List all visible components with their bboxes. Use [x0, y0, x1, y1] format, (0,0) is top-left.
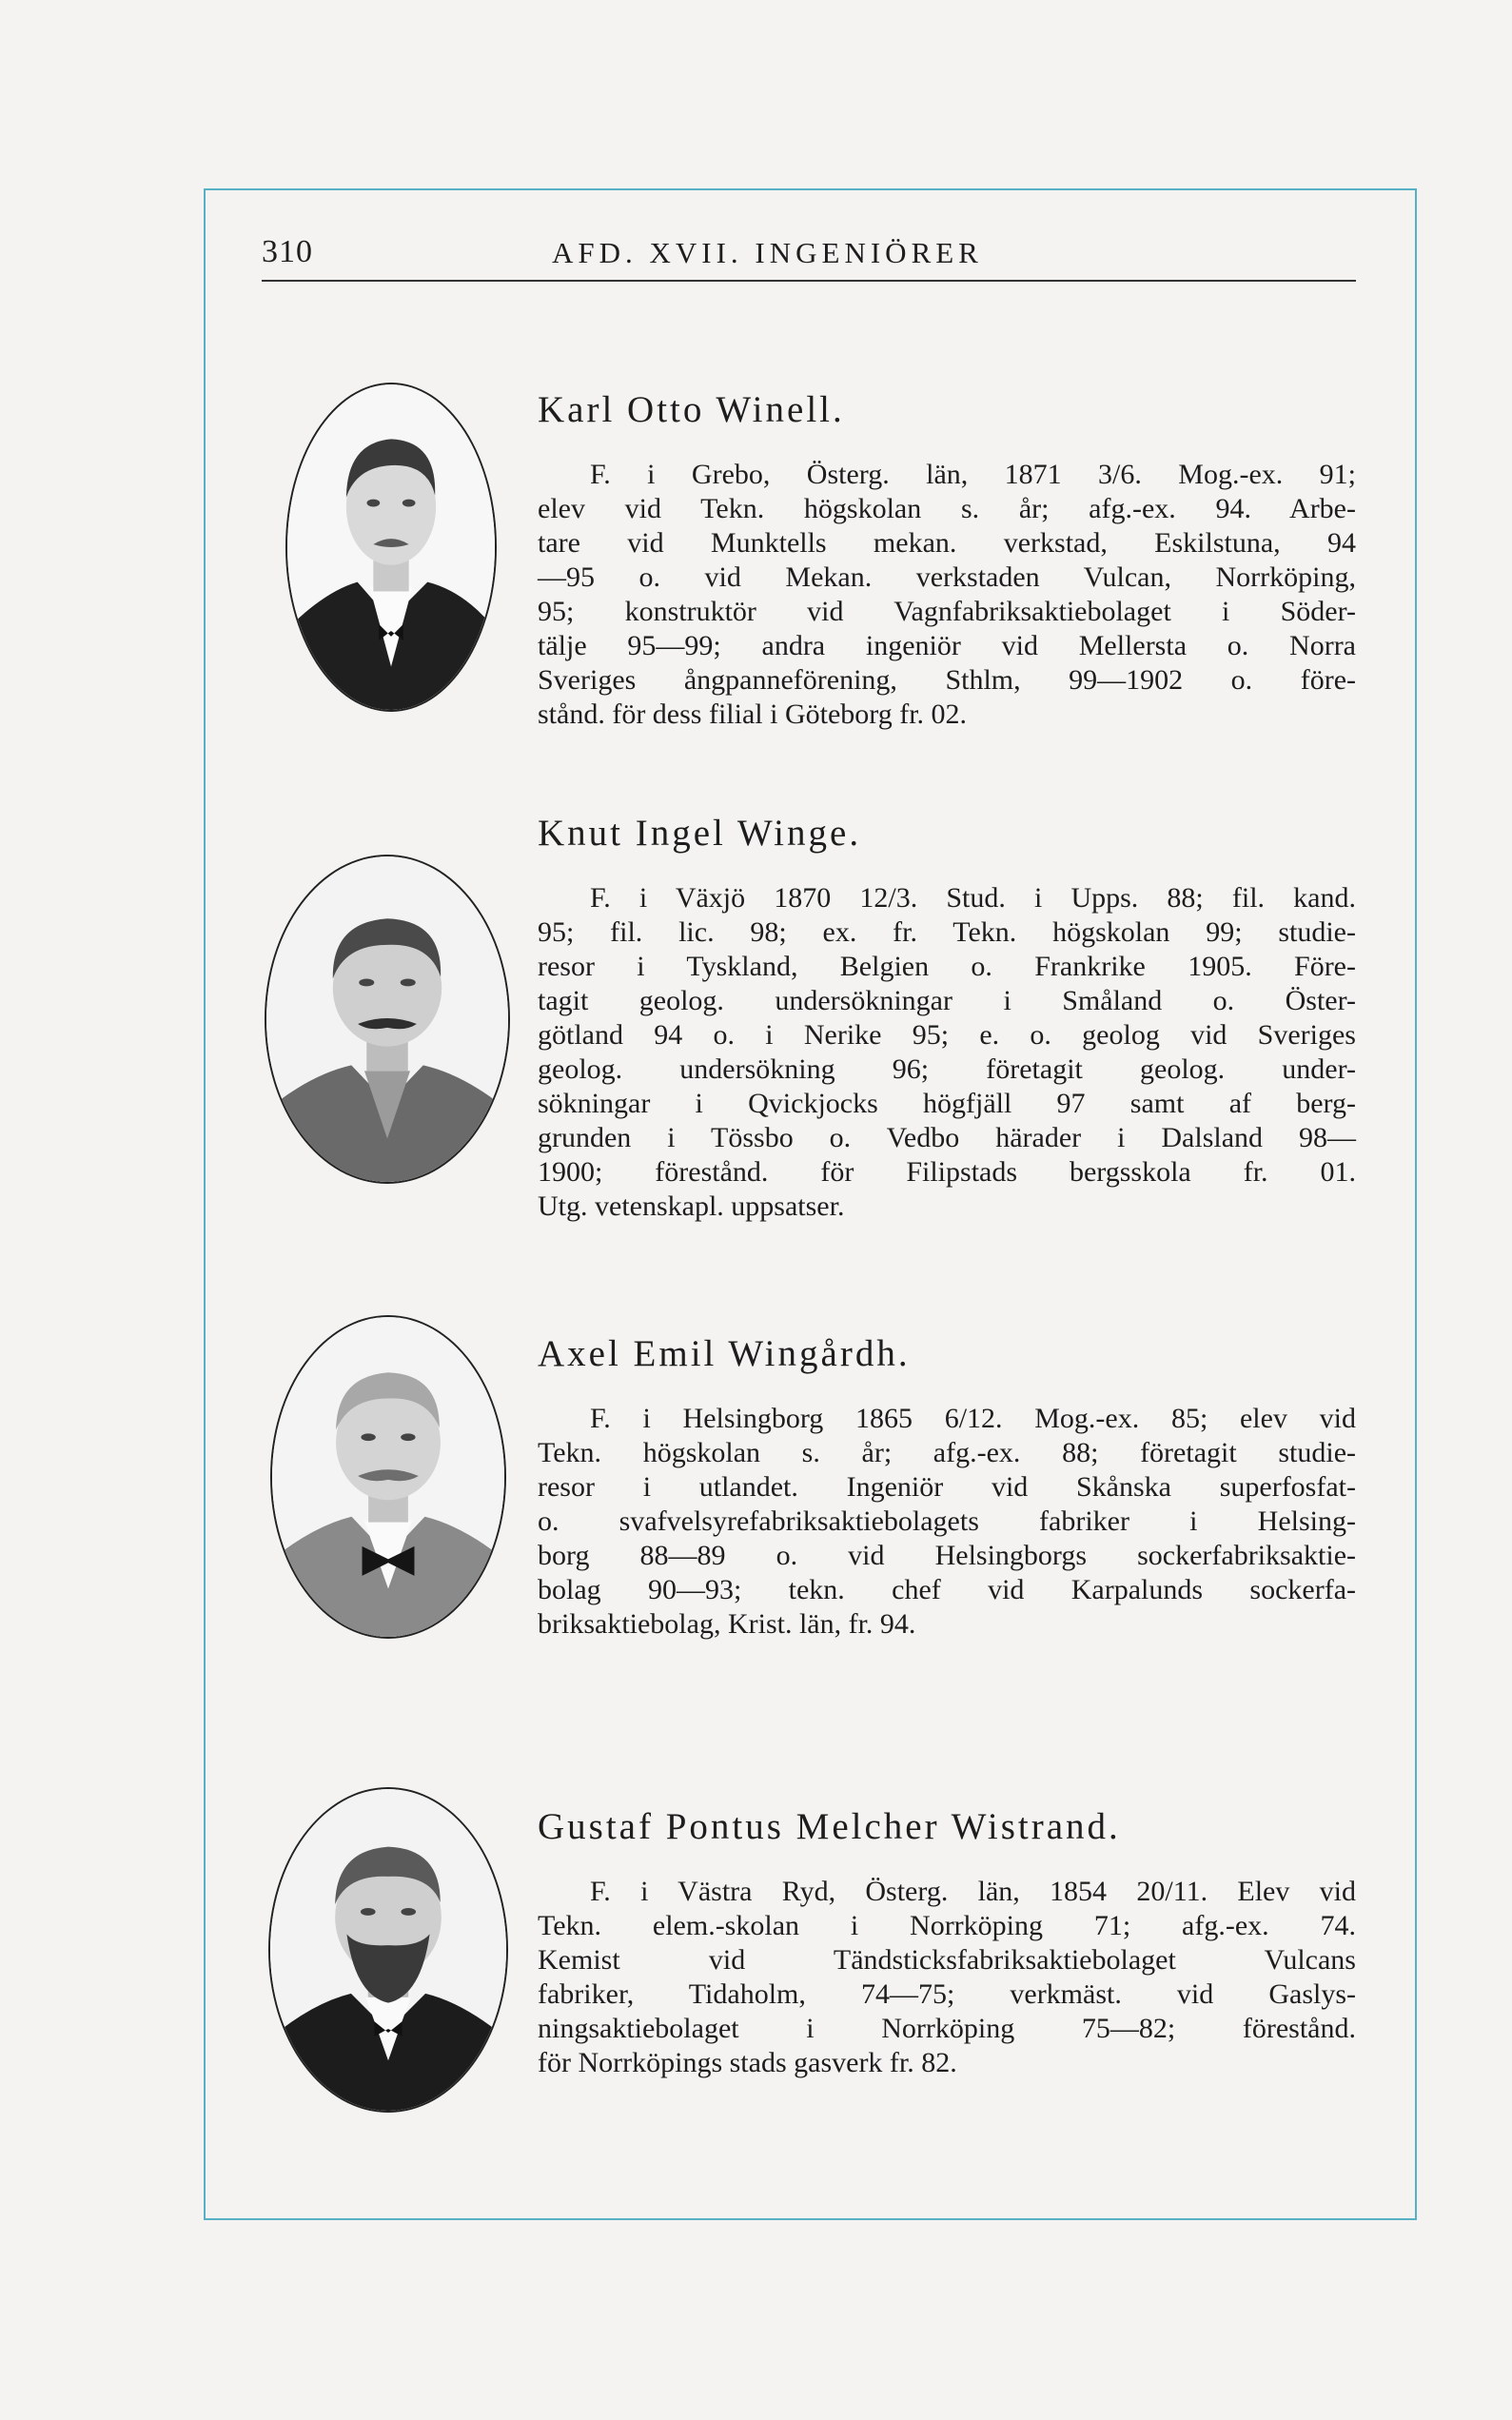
biography-line: tagit geolog. undersökningar i Småland o. Öster- — [538, 985, 1356, 1016]
biography-line: —95 o. vid Mekan. verkstaden Vulcan, Norrköping, — [538, 561, 1356, 593]
biography-line: Sveriges ångpanneförening, Sthlm, 99—1902 o. före- — [538, 664, 1356, 696]
portrait-photo — [268, 1787, 508, 2113]
biography-line: tälje 95—99; andra ingeniör vid Mellersta o. Norra — [538, 630, 1356, 661]
portrait-photo — [270, 1315, 506, 1639]
person-name: Gustaf Pontus Melcher Wistrand. — [538, 1806, 1121, 1847]
biography-line: Tekn. högskolan s. år; afg.-ex. 88; företagit studie- — [538, 1437, 1356, 1468]
biography-line: Tekn. elem.-skolan i Norrköping 71; afg.-ex. 74. — [538, 1910, 1356, 1941]
person-name: Knut Ingel Winge. — [538, 813, 862, 854]
biography-line: F. i Grebo, Österg. län, 1871 3/6. Mog.-ex. 91; — [590, 459, 1356, 490]
biography-line: grunden i Tössbo o. Vedbo härader i Dalsland 98— — [538, 1122, 1356, 1153]
person-name: Karl Otto Winell. — [538, 389, 845, 430]
portrait-photo — [265, 855, 510, 1184]
biography-line: 1900; förestånd. för Filipstads bergsskola fr. 01. — [538, 1156, 1356, 1188]
page-number: 310 — [262, 234, 313, 269]
biography-line: resor i utlandet. Ingeniör vid Skånska superfosfat- — [538, 1471, 1356, 1503]
biography-line: för Norrköpings stads gasverk fr. 82. — [538, 2047, 957, 2078]
biography-line: geolog. undersökning 96; företagit geolog. under- — [538, 1053, 1356, 1085]
biography-line: resor i Tyskland, Belgien o. Frankrike 1905. Före- — [538, 951, 1356, 982]
biography-line: F. i Växjö 1870 12/3. Stud. i Upps. 88; fil. kand. — [590, 882, 1356, 914]
biography-line: elev vid Tekn. högskolan s. år; afg.-ex. 94. Arbe- — [538, 493, 1356, 524]
person-name: Axel Emil Wingårdh. — [538, 1333, 911, 1374]
running-head: AFD. XVII. INGENIÖRER — [552, 236, 983, 269]
biography-line: o. svafvelsyrefabriksaktiebolagets fabriker i Helsing- — [538, 1505, 1356, 1537]
biography-line: bolag 90—93; tekn. chef vid Karpalunds sockerfa- — [538, 1574, 1356, 1605]
biography-line: götland 94 o. i Nerike 95; e. o. geolog vid Sveriges — [538, 1019, 1356, 1051]
biography-line: F. i Helsingborg 1865 6/12. Mog.-ex. 85; elev vid — [590, 1403, 1356, 1434]
biography-line: F. i Västra Ryd, Österg. län, 1854 20/11. Elev vid — [590, 1876, 1356, 1907]
biography-line: Utg. vetenskapl. uppsatser. — [538, 1190, 845, 1222]
page-header — [262, 226, 1356, 282]
biography-line: stånd. för dess filial i Göteborg fr. 02. — [538, 698, 968, 730]
portrait-photo — [285, 383, 497, 712]
biography-line: briksaktiebolag, Krist. län, fr. 94. — [538, 1608, 916, 1640]
biography-line: Kemist vid Tändsticksfabriksaktiebolaget Vulcans — [538, 1944, 1356, 1976]
biography-line: 95; fil. lic. 98; ex. fr. Tekn. högskolan 99; studie- — [538, 916, 1356, 948]
biography-line: 95; konstruktör vid Vagnfabriksaktiebolaget i Söder- — [538, 596, 1356, 627]
biography-line: fabriker, Tidaholm, 74—75; verkmäst. vid Gaslys- — [538, 1978, 1356, 2010]
biography-line: sökningar i Qvickjocks högfjäll 97 samt af berg- — [538, 1088, 1356, 1119]
biography-line: ningsaktiebolaget i Norrköping 75—82; förestånd. — [538, 2013, 1356, 2044]
biography-line: borg 88—89 o. vid Helsingborgs sockerfabriksaktie- — [538, 1540, 1356, 1571]
biography-line: tare vid Munktells mekan. verkstad, Eskilstuna, 94 — [538, 527, 1356, 559]
